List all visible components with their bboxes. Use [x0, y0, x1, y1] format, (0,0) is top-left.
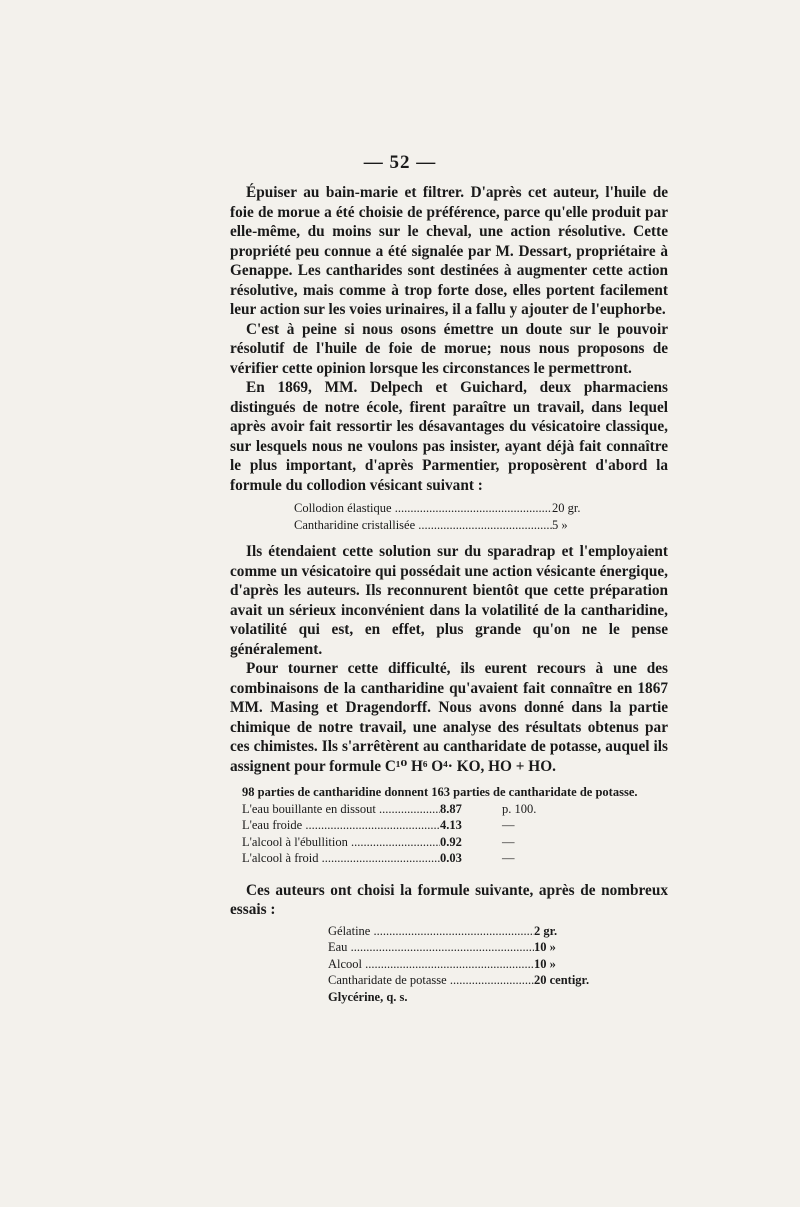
solubility-row — [242, 817, 668, 834]
ingredient-label: Gélatine ..... — [328, 923, 534, 940]
solubility-label: L'alcool à l'ébullition ..... — [242, 834, 440, 851]
paragraph-5: Pour tourner cette difficulté, ils eurent recours à une des combinaisons de la cantharidine qu'avaient fait connaître en 1867 MM. Masing et Dragendorff. Nous avons donné dans la partie chimique de notre travail, une analyse des résultats obtenus par ces chimistes. Ils s'arrêtèrent au cantharidate de potasse, auquel ils assignent pour formule C¹⁰ H⁶ O⁴· KO, HO + HO. — [230, 660, 668, 775]
solubility-row — [242, 834, 668, 851]
solubility-value: 8.87 — [440, 801, 462, 816]
solubility-row — [242, 801, 668, 818]
solubility-unit: p. 100. — [502, 801, 537, 816]
paragraph-4: Ils étendaient cette solution sur du sparadrap et l'employaient comme un vésicatoire qui possédait une action vésicante énergique, d'après les auteurs. Ils reconnurent bientôt que cette préparation avait un sérieux inconvénient dans la volatilité de la cantharidine, volatilité qui est, en effet, plus grande qu'on ne le pense généralement. — [230, 543, 668, 658]
ingredient-qty: 10 » — [534, 940, 556, 954]
solubility-unit: — — [502, 818, 515, 832]
formula-row — [328, 956, 668, 973]
solubility-label: L'eau froide ..... — [242, 817, 440, 834]
ingredient-qty: 10 » — [534, 956, 556, 971]
ingredient-label: Cantharidine cristallisée ..... — [294, 517, 552, 534]
solubility-unit: — — [502, 851, 515, 865]
solubility-unit: — — [502, 834, 515, 849]
ingredient-label: Alcool ..... — [328, 956, 534, 973]
formula-row — [328, 989, 668, 1006]
paragraph-3: En 1869, MM. Delpech et Guichard, deux pharmaciens distingués de notre école, firent paraître un travail, dans lequel après avoir fait ressortir les désavantages du vésicatoire classique, sur lesquels nous ne voulons pas insister, ayant déjà fait connaître le plus important, d'après Parmentier, proposèrent d'abord la formule du collodion vésicant suivant : — [230, 379, 668, 494]
ingredient-label: Cantharidate de potasse ..... — [328, 972, 534, 989]
solubility-value: 4.13 — [440, 818, 462, 832]
formula-row — [328, 939, 668, 956]
formula-final — [230, 923, 668, 1006]
ingredient-label: Eau ..... — [328, 939, 534, 956]
solubility-row — [242, 850, 668, 867]
page-number: — 52 — — [363, 152, 437, 173]
ingredient-label: Collodion élastique ..... — [294, 500, 552, 517]
formula-row — [294, 517, 668, 534]
formula-row — [328, 923, 668, 940]
ingredient-label: Glycérine, q. s. — [328, 989, 408, 1004]
formula-row — [294, 500, 668, 517]
paragraph-6: Ces auteurs ont choisi la formule suivante, après de nombreux essais : — [230, 881, 668, 918]
ingredient-qty: 20 gr. — [552, 501, 581, 515]
paragraph-2: C'est à peine si nous osons émettre un doute sur le pouvoir résolutif de l'huile de foie de morue; nous nous proposons de vérifier cette opinion lorsque les circonstances le permettront. — [230, 320, 668, 377]
page-body — [230, 183, 668, 1005]
ingredient-qty: 20 centigr. — [534, 973, 590, 987]
solubility-label: L'eau bouillante en dissout ..... — [242, 801, 440, 818]
ingredient-qty: 2 gr. — [534, 923, 558, 938]
solubility-value: 0.92 — [440, 834, 462, 849]
solubility-table — [230, 784, 668, 867]
ingredient-qty: 5 » — [552, 517, 568, 532]
formula-collodion — [230, 500, 668, 533]
formula-row — [328, 972, 668, 989]
solubility-value: 0.03 — [440, 851, 462, 865]
solubility-headline: 98 parties de cantharidine donnent 163 parties de cantharidate de potasse. — [242, 785, 638, 799]
solubility-label: L'alcool à froid ..... — [242, 850, 440, 867]
paragraph-1: Épuiser au bain-marie et filtrer. D'après cet auteur, l'huile de foie de morue a été choisie de préférence, parce qu'elle produit par elle-même, du moins sur le cheval, une action résolutive. Cette propriété peu connue a été signalée par M. Dessart, propriétaire à Genappe. Les cantharides sont destinées à augmenter cette action résolutive, mais comme à trop forte dose, elles portent facilement leur action sur les voies urinaires, il a fallu y ajouter de l'euphorbe. — [230, 184, 668, 318]
